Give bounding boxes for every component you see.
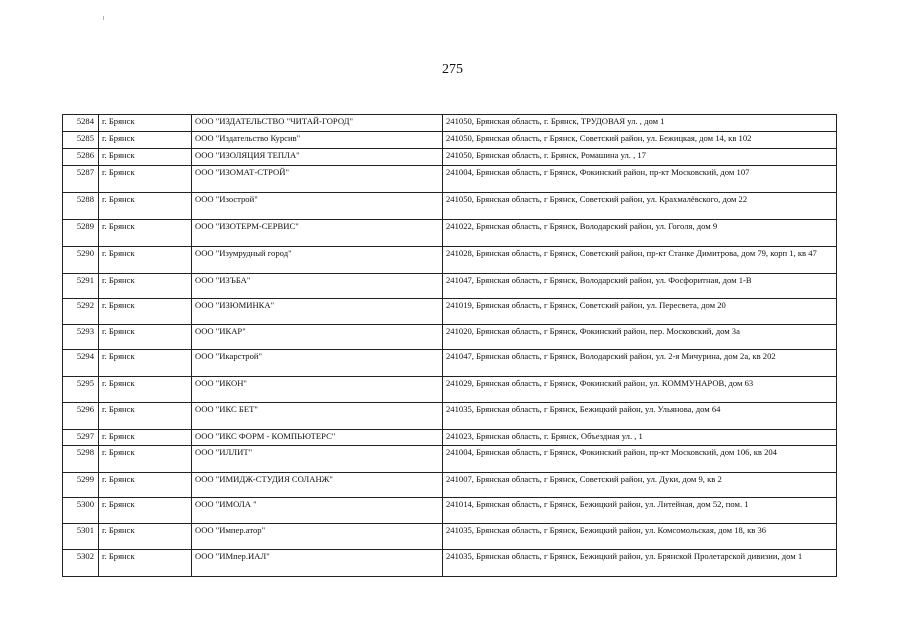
- table-row: [63, 299, 837, 325]
- row-number: 5291: [63, 274, 99, 299]
- city-cell: г. Брянск: [99, 166, 192, 193]
- organization-name: ООО "ИКАР": [192, 325, 443, 350]
- row-number: 5289: [63, 220, 99, 247]
- row-number: 5297: [63, 430, 99, 446]
- address-cell: 241022, Брянская область, г Брянск, Володарский район, ул. Гоголя, дом 9: [443, 220, 837, 247]
- city-cell: г. Брянск: [99, 430, 192, 446]
- row-number: 5288: [63, 193, 99, 220]
- table-row: [63, 325, 837, 350]
- table-row: [63, 430, 837, 446]
- organization-name: ООО "ИЛЛИТ": [192, 446, 443, 473]
- address-cell: 241035, Брянская область, г Брянск, Бежицкий район, ул. Брянской Пролетарской дивизии, дом 1: [443, 550, 837, 577]
- table-row: [63, 350, 837, 377]
- table-row: [63, 132, 837, 149]
- city-cell: г. Брянск: [99, 325, 192, 350]
- organization-name: ООО "Изострой": [192, 193, 443, 220]
- row-number: 5299: [63, 473, 99, 498]
- organization-name: ООО "Изумрудный город": [192, 247, 443, 274]
- organization-name: ООО "ИЗЮМИНКА": [192, 299, 443, 325]
- organization-name: ООО "ИЗДАТЕЛЬСТВО "ЧИТАЙ-ГОРОД": [192, 115, 443, 132]
- address-cell: 241007, Брянская область, г Брянск, Советский район, ул. Дуки, дом 9, кв 2: [443, 473, 837, 498]
- organization-name: ООО "ИЗОТЕРМ-СЕРВИС": [192, 220, 443, 247]
- organization-name: ООО "Икарстрой": [192, 350, 443, 377]
- table-row: [63, 446, 837, 473]
- address-cell: 241028, Брянская область, г Брянск, Советский район, пр-кт Станке Димитрова, дом 79, корп 1, кв 47: [443, 247, 837, 274]
- organization-name: ООО "ИМпер.ИАЛ": [192, 550, 443, 577]
- address-cell: 241035, Брянская область, г Брянск, Бежицкий район, ул. Комсомольская, дом 18, кв 36: [443, 524, 837, 550]
- address-cell: 241014, Брянская область, г Брянск, Бежицкий район, ул. Литейная, дом 52, пом. 1: [443, 498, 837, 524]
- page-number: 275: [442, 62, 463, 77]
- organization-name: ООО "ИКОН": [192, 377, 443, 403]
- row-number: 5294: [63, 350, 99, 377]
- table-row: [63, 524, 837, 550]
- address-cell: 241020, Брянская область, г Брянск, Фокинский район, пер. Московский, дом 3а: [443, 325, 837, 350]
- city-cell: г. Брянск: [99, 524, 192, 550]
- row-number: 5300: [63, 498, 99, 524]
- address-cell: 241029, Брянская область, г Брянск, Фокинский район, ул. КОММУНАРОВ, дом 63: [443, 377, 837, 403]
- organization-name: ООО "ИМИДЖ-СТУДИЯ СОЛАНЖ": [192, 473, 443, 498]
- city-cell: г. Брянск: [99, 473, 192, 498]
- row-number: 5292: [63, 299, 99, 325]
- table-row: [63, 193, 837, 220]
- organization-name: ООО "ИКС БЕТ": [192, 403, 443, 430]
- address-cell: 241004, Брянская область, г Брянск, Фокинский район, пр-кт Московский, дом 106, кв 204: [443, 446, 837, 473]
- table-row: [63, 377, 837, 403]
- table-row: [63, 498, 837, 524]
- organization-name: ООО "ИМОЛА ": [192, 498, 443, 524]
- organization-name: ООО "Издательство Курсив": [192, 132, 443, 149]
- scan-mark: [103, 16, 104, 20]
- row-number: 5290: [63, 247, 99, 274]
- table-row: [63, 403, 837, 430]
- address-cell: 241035, Брянская область, г Брянск, Бежицкий район, ул. Ульянова, дом 64: [443, 403, 837, 430]
- row-number: 5286: [63, 149, 99, 166]
- address-cell: 241050, Брянская область, г. Брянск, ТРУДОВАЯ ул. , дом 1: [443, 115, 837, 132]
- address-cell: 241050, Брянская область, г Брянск, Советский район, ул. Крахмалёвского, дом 22: [443, 193, 837, 220]
- city-cell: г. Брянск: [99, 498, 192, 524]
- address-cell: 241050, Брянская область, г. Брянск, Ромашина ул. , 17: [443, 149, 837, 166]
- city-cell: г. Брянск: [99, 550, 192, 577]
- address-cell: 241019, Брянская область, г Брянск, Советский район, ул. Пересвета, дом 20: [443, 299, 837, 325]
- address-cell: 241004, Брянская область, г Брянск, Фокинский район, пр-кт Московский, дом 107: [443, 166, 837, 193]
- organization-name: ООО "Импер.атор": [192, 524, 443, 550]
- table-row: [63, 274, 837, 299]
- city-cell: г. Брянск: [99, 247, 192, 274]
- address-cell: 241047, Брянская область, г Брянск, Володарский район, ул. 2-я Мичурина, дом 2а, кв 202: [443, 350, 837, 377]
- city-cell: г. Брянск: [99, 446, 192, 473]
- city-cell: г. Брянск: [99, 115, 192, 132]
- address-cell: 241023, Брянская область, г. Брянск, Объездная ул. , 1: [443, 430, 837, 446]
- city-cell: г. Брянск: [99, 299, 192, 325]
- table-row: [63, 149, 837, 166]
- city-cell: г. Брянск: [99, 350, 192, 377]
- city-cell: г. Брянск: [99, 193, 192, 220]
- address-cell: 241047, Брянская область, г Брянск, Володарский район, ул. Фосфоритная, дом 1-В: [443, 274, 837, 299]
- city-cell: г. Брянск: [99, 132, 192, 149]
- city-cell: г. Брянск: [99, 403, 192, 430]
- city-cell: г. Брянск: [99, 149, 192, 166]
- row-number: 5293: [63, 325, 99, 350]
- row-number: 5285: [63, 132, 99, 149]
- row-number: 5301: [63, 524, 99, 550]
- organization-name: ООО "ИЗЪБА": [192, 274, 443, 299]
- row-number: 5295: [63, 377, 99, 403]
- row-number: 5302: [63, 550, 99, 577]
- organization-name: ООО "ИЗОЛЯЦИЯ ТЕПЛА": [192, 149, 443, 166]
- table-row: [63, 220, 837, 247]
- row-number: 5287: [63, 166, 99, 193]
- organization-name: ООО "ИКС ФОРМ - КОМПЬЮТЕРС": [192, 430, 443, 446]
- organization-name: ООО "ИЗОМАТ-СТРОЙ": [192, 166, 443, 193]
- table-row: [63, 166, 837, 193]
- table-body: [63, 115, 837, 577]
- address-cell: 241050, Брянская область, г Брянск, Советский район, ул. Бежицкая, дом 14, кв 102: [443, 132, 837, 149]
- table-row: [63, 473, 837, 498]
- table-row: [63, 247, 837, 274]
- row-number: 5284: [63, 115, 99, 132]
- row-number: 5296: [63, 403, 99, 430]
- table-row: [63, 550, 837, 577]
- city-cell: г. Брянск: [99, 220, 192, 247]
- organization-registry-table: [62, 114, 837, 577]
- table-row: [63, 115, 837, 132]
- row-number: 5298: [63, 446, 99, 473]
- city-cell: г. Брянск: [99, 274, 192, 299]
- city-cell: г. Брянск: [99, 377, 192, 403]
